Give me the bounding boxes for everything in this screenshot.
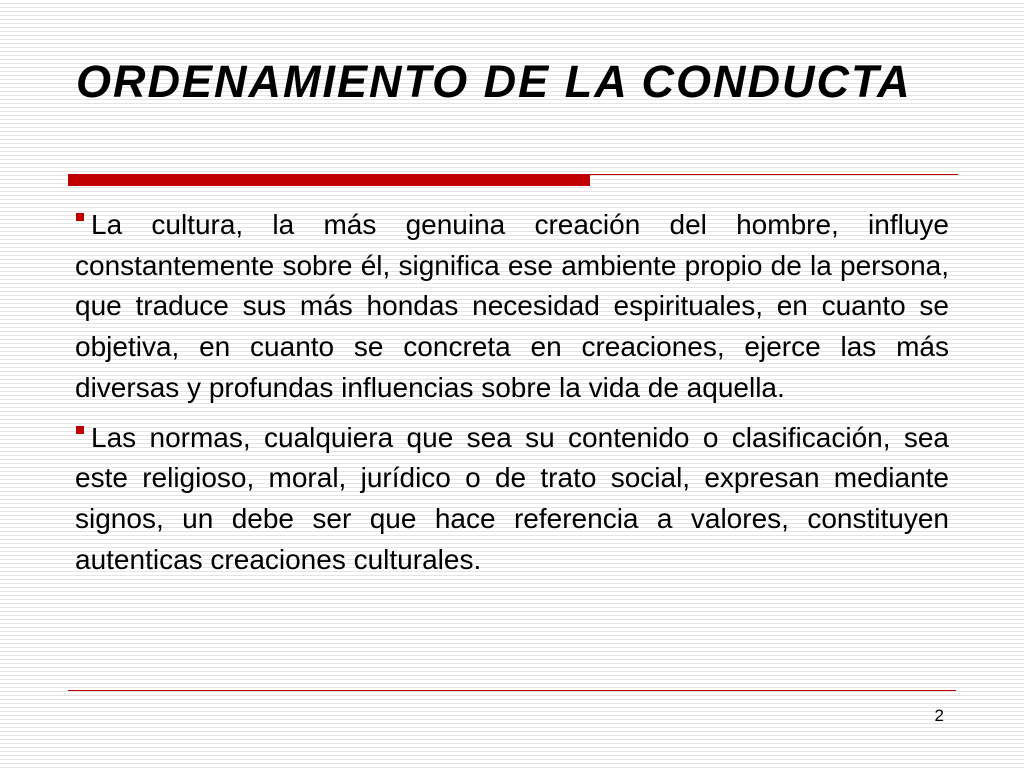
bullet-text: Las normas, cualquiera que sea su contenido o clasificación, sea este religioso, moral, jurídico o de trato social, expresan mediante signos, un debe ser que hace referencia a valores, constituyen autenticas creaciones culturales.	[75, 421, 949, 575]
page-number: 2	[934, 706, 944, 725]
slide-title: ORDENAMIENTO DE LA CONDUCTA	[76, 56, 912, 107]
square-bullet-icon	[76, 213, 84, 221]
footer-divider	[68, 690, 956, 691]
title-underline-bar	[68, 175, 590, 186]
slide-body	[75, 205, 949, 589]
bullet-paragraph-cultura	[75, 205, 949, 409]
bullet-paragraph-normas	[75, 418, 949, 581]
bullet-text: La cultura, la más genuina creación del hombre, influye constantemente sobre él, significa ese ambiente propio de la persona, que traduce sus más hondas necesidad espirituales, en cuanto se objetiva, en cuanto se concreta en creaciones, ejerce las más diversas y profundas influencias sobre la vida de aquella.	[75, 209, 949, 403]
square-bullet-icon	[76, 426, 84, 434]
